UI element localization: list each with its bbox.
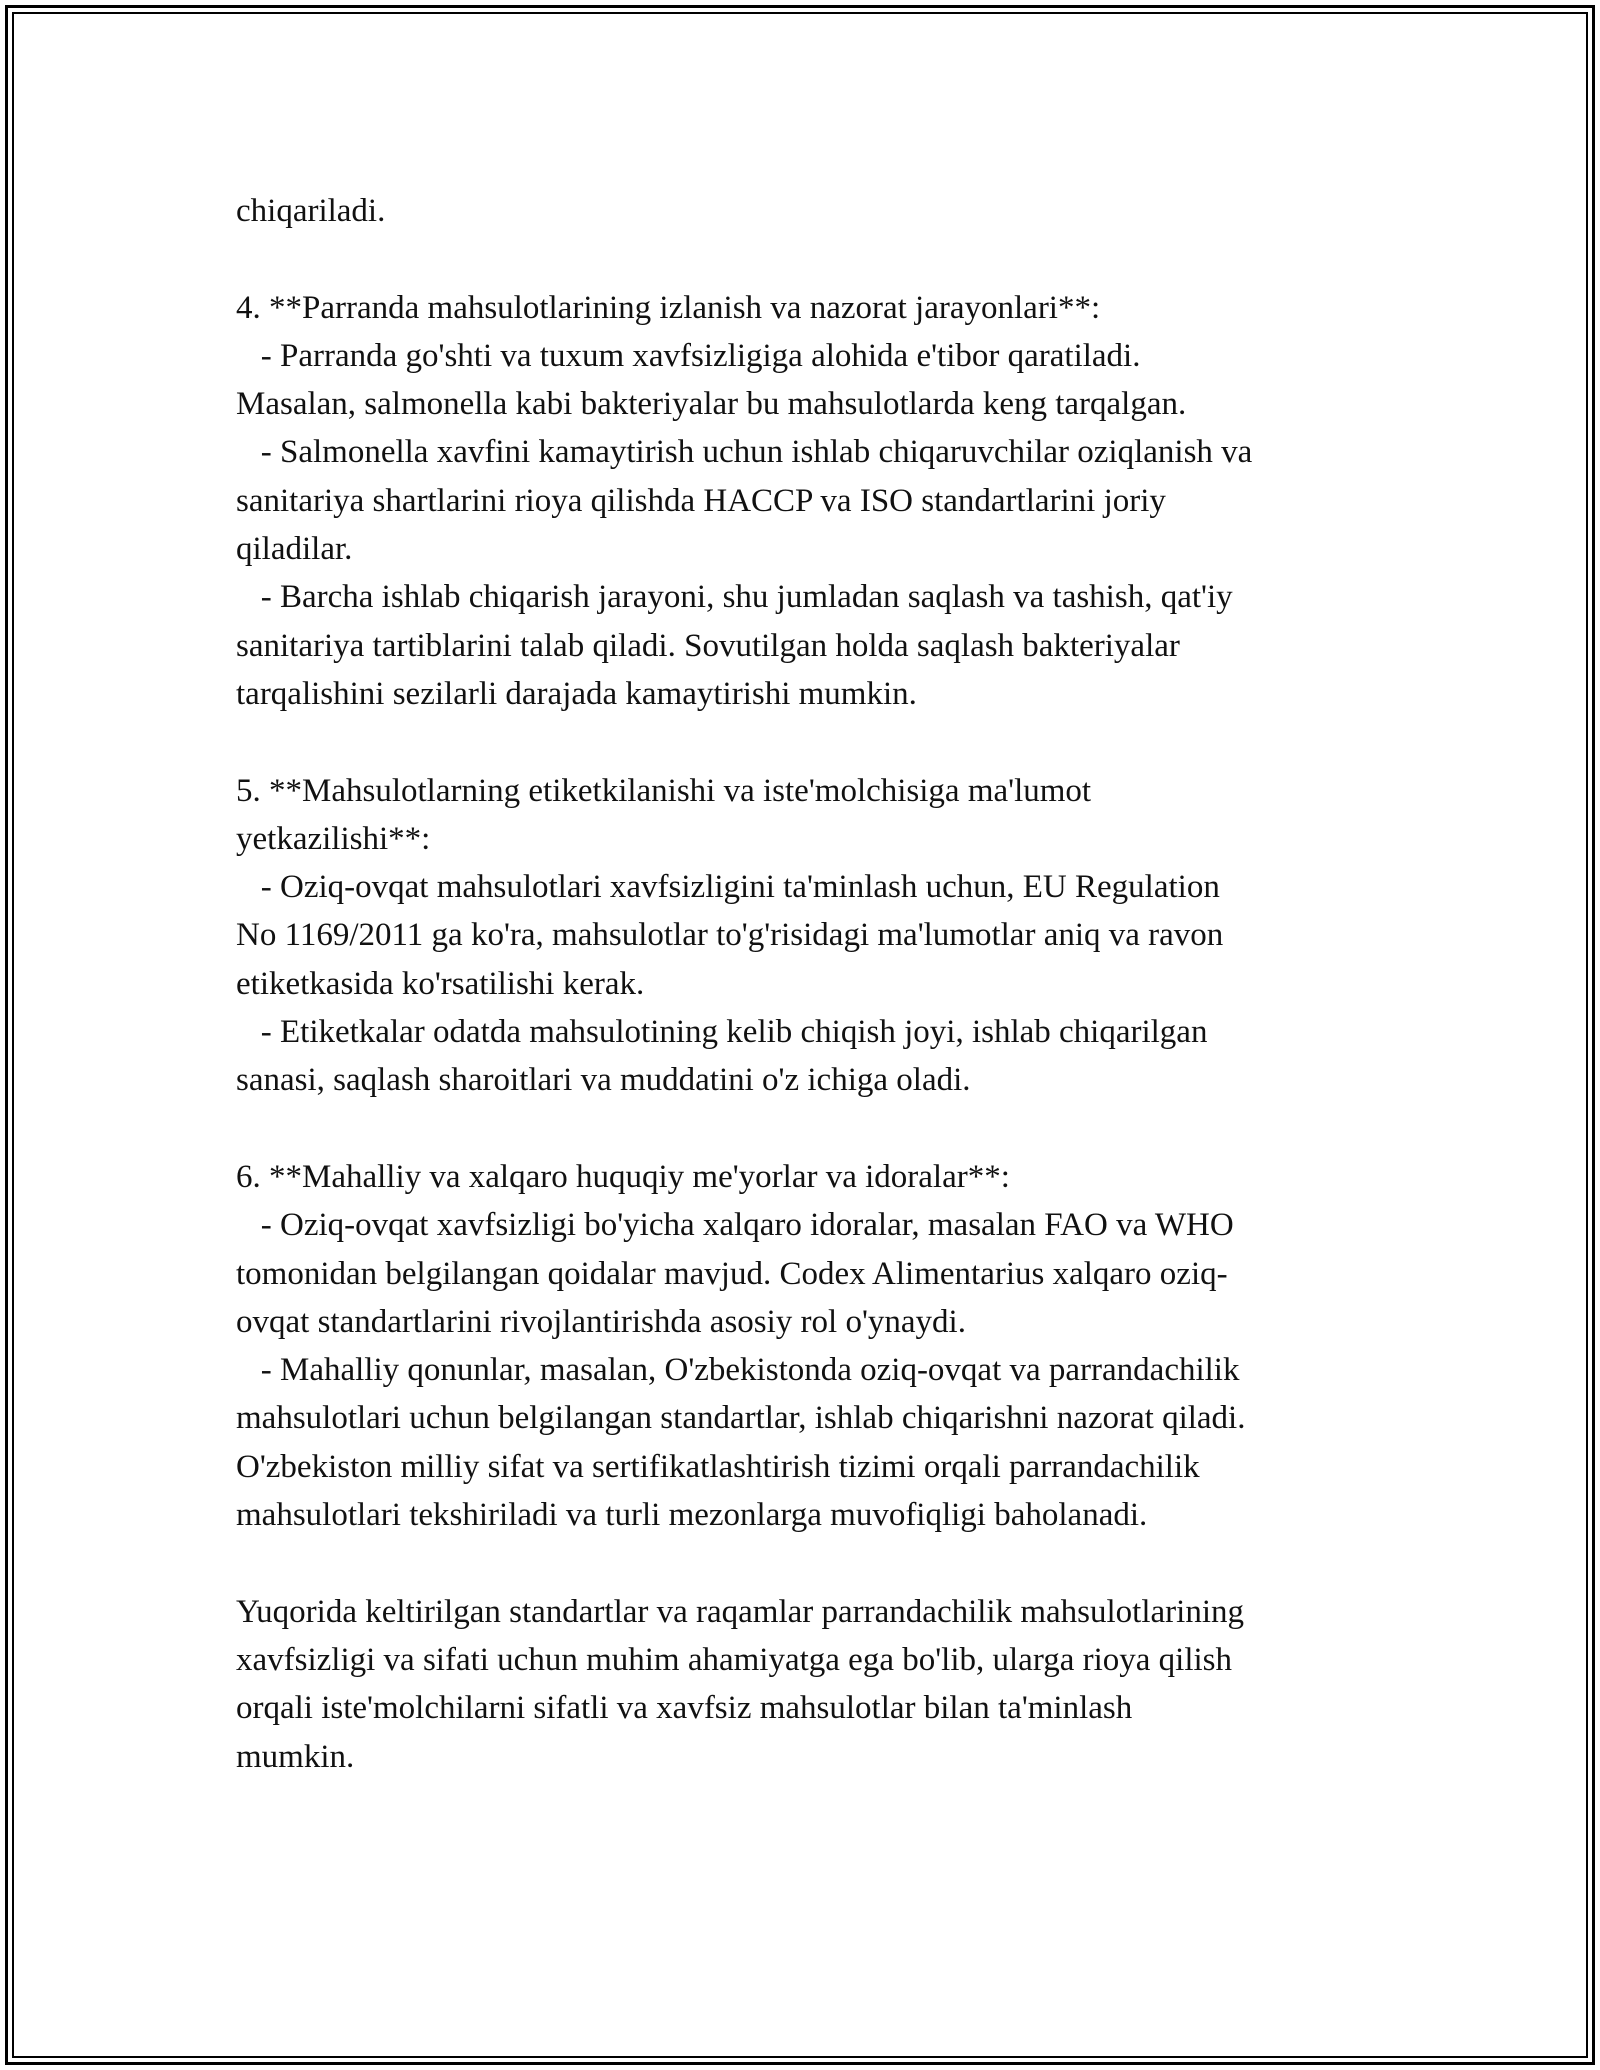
text-line: ovqat standartlarini rivojlantirishda asosiy rol o'ynaydi. bbox=[236, 1303, 966, 1340]
text-line: - Oziq-ovqat mahsulotlari xavfsizligini ta'minlash uchun, EU Regulation bbox=[236, 869, 1220, 906]
text-line: - Mahalliy qonunlar, masalan, O'zbekistonda oziq-ovqat va parrandachilik bbox=[236, 1352, 1240, 1389]
text-line: sanasi, saqlash sharoitlari va muddatini o'z ichiga oladi. bbox=[236, 1062, 971, 1099]
text-line: mahsulotlari uchun belgilangan standartlar, ishlab chiqarishni nazorat qiladi. bbox=[236, 1400, 1246, 1437]
text-line: - Parranda go'shti va tuxum xavfsizligiga alohida e'tibor qaratiladi. bbox=[236, 337, 1141, 374]
text-line: etiketkasida ko'rsatilishi kerak. bbox=[236, 965, 645, 1002]
text-line: orqali iste'molchilarni sifatli va xavfsiz mahsulotlar bilan ta'minlash bbox=[236, 1690, 1133, 1727]
text-line: tarqalishini sezilarli darajada kamaytirishi mumkin. bbox=[236, 675, 917, 712]
text-line: mumkin. bbox=[236, 1738, 355, 1775]
text-line: yetkazilishi**: bbox=[236, 820, 431, 857]
text-line: 6. **Mahalliy va xalqaro huquqiy me'yorlar va idoralar**: bbox=[236, 1158, 1010, 1195]
text-line: sanitariya shartlarini rioya qilishda HACCP va ISO standartlarini joriy bbox=[236, 482, 1166, 519]
text-line: Masalan, salmonella kabi bakteriyalar bu mahsulotlarda keng tarqalgan. bbox=[236, 386, 1187, 423]
text-line: chiqariladi. bbox=[236, 193, 386, 229]
text-line: - Oziq-ovqat xavfsizligi bo'yicha xalqaro idoralar, masalan FAO va WHO bbox=[236, 1207, 1234, 1244]
text-line: - Etiketkalar odatda mahsulotining kelib chiqish joyi, ishlab chiqarilgan bbox=[236, 1014, 1208, 1051]
text-line: qiladilar. bbox=[236, 531, 353, 568]
blank-line bbox=[236, 1539, 1436, 1587]
document-body bbox=[236, 187, 1436, 1781]
text-line: No 1169/2011 ga ko'ra, mahsulotlar to'g'risidagi ma'lumotlar aniq va ravon bbox=[236, 917, 1224, 954]
text-line: tomonidan belgilangan qoidalar mavjud. Codex Alimentarius xalqaro oziq- bbox=[236, 1255, 1228, 1292]
text-line: O'zbekiston milliy sifat va sertifikatlashtirish tizimi orqali parrandachilik bbox=[236, 1448, 1200, 1485]
text-line: - Salmonella xavfini kamaytirish uchun ishlab chiqaruvchilar oziqlanish va bbox=[236, 434, 1253, 471]
blank-line bbox=[236, 235, 1436, 283]
text-line: xavfsizligi va sifati uchun muhim ahamiyatga ega bo'lib, ularga rioya qilish bbox=[236, 1641, 1233, 1678]
text-line: sanitariya tartiblarini talab qiladi. Sovutilgan holda saqlash bakteriyalar bbox=[236, 627, 1180, 664]
text-line: 4. **Parranda mahsulotlarining izlanish va nazorat jarayonlari**: bbox=[236, 289, 1101, 326]
blank-line bbox=[236, 1105, 1436, 1153]
text-line: 5. **Mahsulotlarning etiketkilanishi va iste'molchisiga ma'lumot bbox=[236, 772, 1092, 809]
text-line: - Barcha ishlab chiqarish jarayoni, shu jumladan saqlash va tashish, qat'iy bbox=[236, 579, 1233, 616]
text-line: mahsulotlari tekshiriladi va turli mezonlarga muvofiqligi baholanadi. bbox=[236, 1497, 1148, 1534]
blank-line bbox=[236, 718, 1436, 766]
text-line: Yuqorida keltirilgan standartlar va raqamlar parrandachilik mahsulotlarining bbox=[236, 1593, 1244, 1630]
